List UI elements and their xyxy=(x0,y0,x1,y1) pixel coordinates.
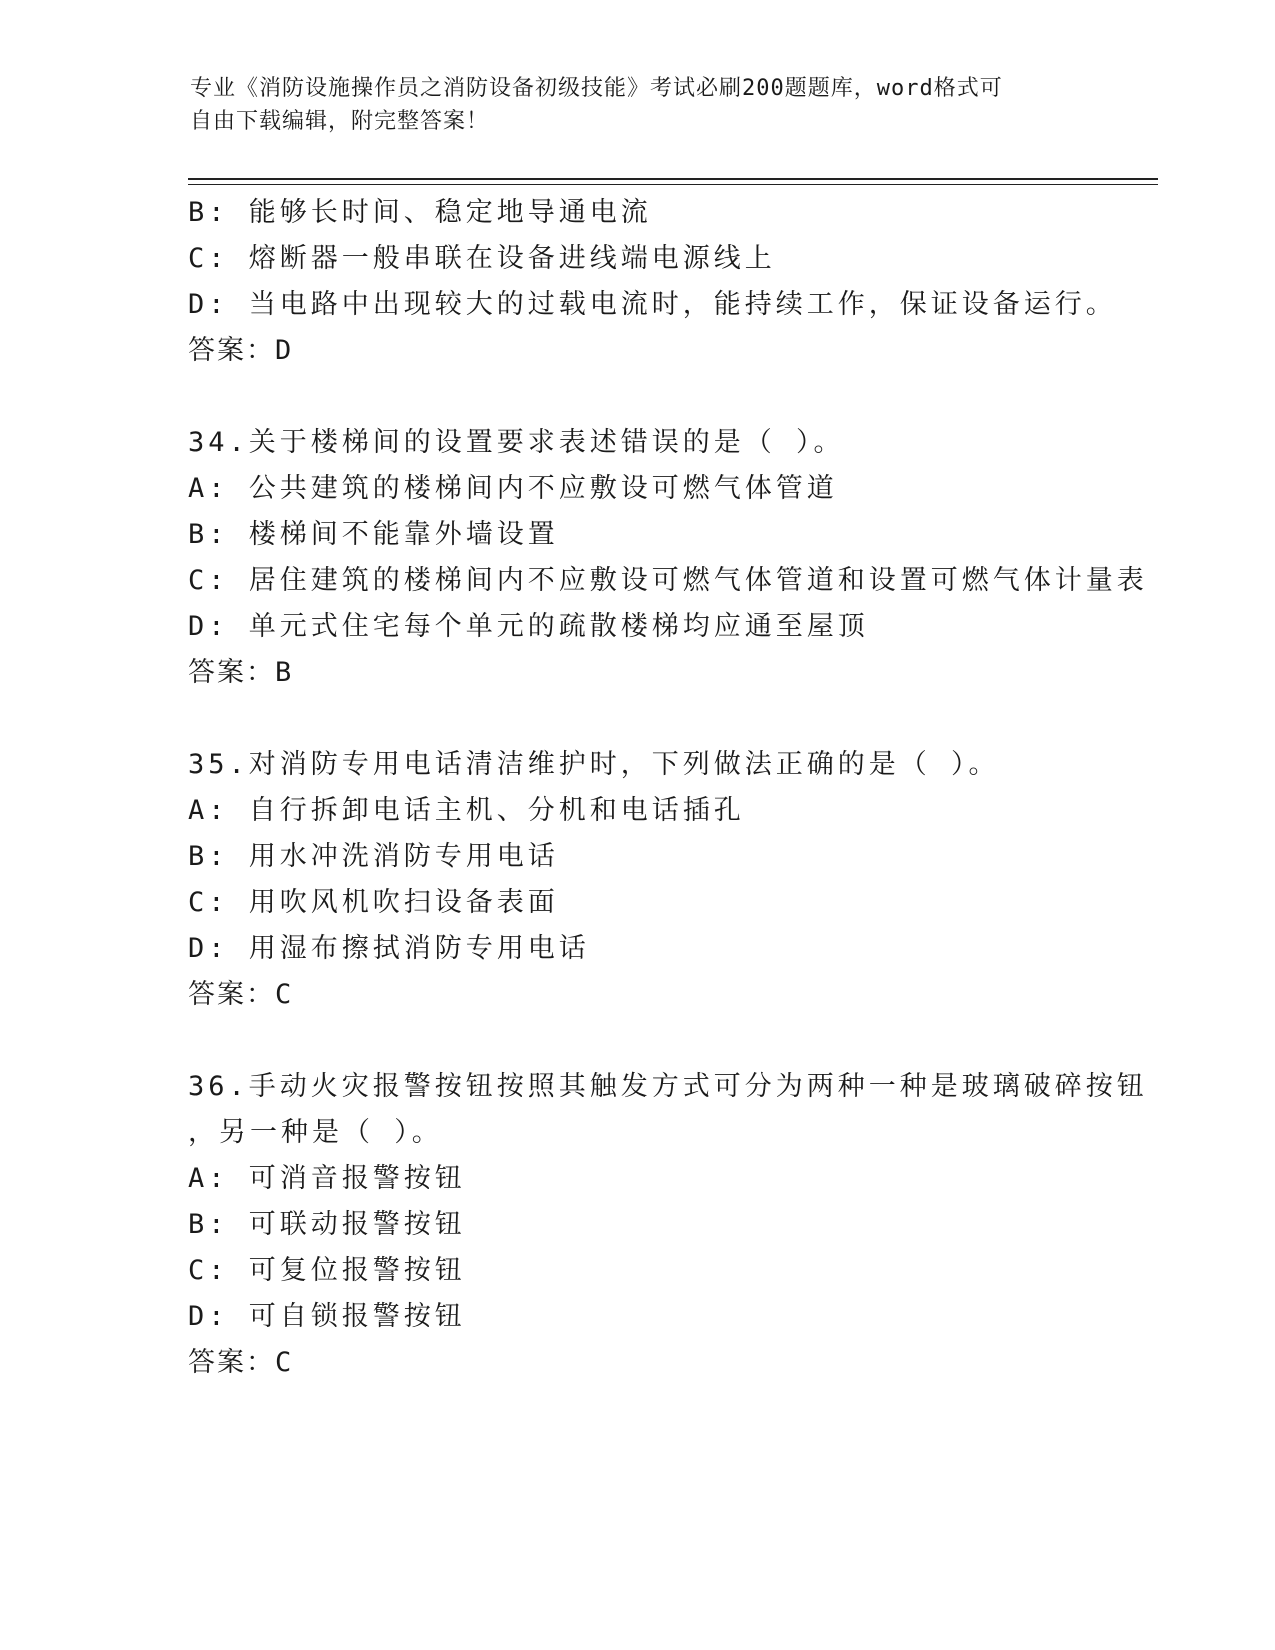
option-c: C: 用吹风机吹扫设备表面 xyxy=(188,887,559,918)
option-b: B: 用水冲洗消防专用电话 xyxy=(188,841,559,872)
document-body xyxy=(188,190,1148,1386)
option-b: B: 可联动报警按钮 xyxy=(188,1209,466,1240)
question-stem-continued: ，另一种是（ ）。 xyxy=(188,1117,443,1148)
answer-line: 答案：D xyxy=(188,335,294,366)
answer-line: 答案：C xyxy=(188,979,294,1010)
option-a: A: 可消音报警按钮 xyxy=(188,1163,466,1194)
option-d: D: 用湿布擦拭消防专用电话 xyxy=(188,933,590,964)
option-c: C: 可复位报警按钮 xyxy=(188,1255,466,1286)
option-d: D: 单元式住宅每个单元的疏散楼梯均应通至屋顶 xyxy=(188,611,869,642)
carryover-question xyxy=(188,190,1148,374)
header-divider-thin xyxy=(188,184,1158,185)
header-line-1: 专业《消防设施操作员之消防设备初级技能》考试必刷200题题库，word格式可 xyxy=(190,76,1003,101)
spacer xyxy=(188,374,1148,420)
question-34 xyxy=(188,420,1148,696)
question-35 xyxy=(188,742,1148,1018)
header-divider-thick xyxy=(188,178,1158,180)
spacer xyxy=(188,1018,1148,1064)
question-stem: 34.关于楼梯间的设置要求表述错误的是（ ）。 xyxy=(188,427,845,458)
document-header xyxy=(190,72,1090,138)
question-36 xyxy=(188,1064,1148,1386)
answer-line: 答案：B xyxy=(188,657,294,688)
option-a: A: 公共建筑的楼梯间内不应敷设可燃气体管道 xyxy=(188,473,838,504)
option-d: D: 可自锁报警按钮 xyxy=(188,1301,466,1332)
header-line-2: 自由下载编辑，附完整答案！ xyxy=(190,109,490,134)
option-b: B: 楼梯间不能靠外墙设置 xyxy=(188,519,559,550)
question-stem: 36.手动火灾报警按钮按照其触发方式可分为两种一种是玻璃破碎按钮 xyxy=(188,1071,1148,1102)
spacer xyxy=(188,696,1148,742)
option-b: B: 能够长时间、稳定地导通电流 xyxy=(188,197,652,228)
option-c: C: 居住建筑的楼梯间内不应敷设可燃气体管道和设置可燃气体计量表 xyxy=(188,565,1148,596)
option-c: C: 熔断器一般串联在设备进线端电源线上 xyxy=(188,243,776,274)
answer-line: 答案：C xyxy=(188,1347,294,1378)
option-a: A: 自行拆卸电话主机、分机和电话插孔 xyxy=(188,795,745,826)
option-d: D: 当电路中出现较大的过载电流时，能持续工作，保证设备运行。 xyxy=(188,289,1117,320)
question-stem: 35.对消防专用电话清洁维护时，下列做法正确的是（ ）。 xyxy=(188,749,1000,780)
